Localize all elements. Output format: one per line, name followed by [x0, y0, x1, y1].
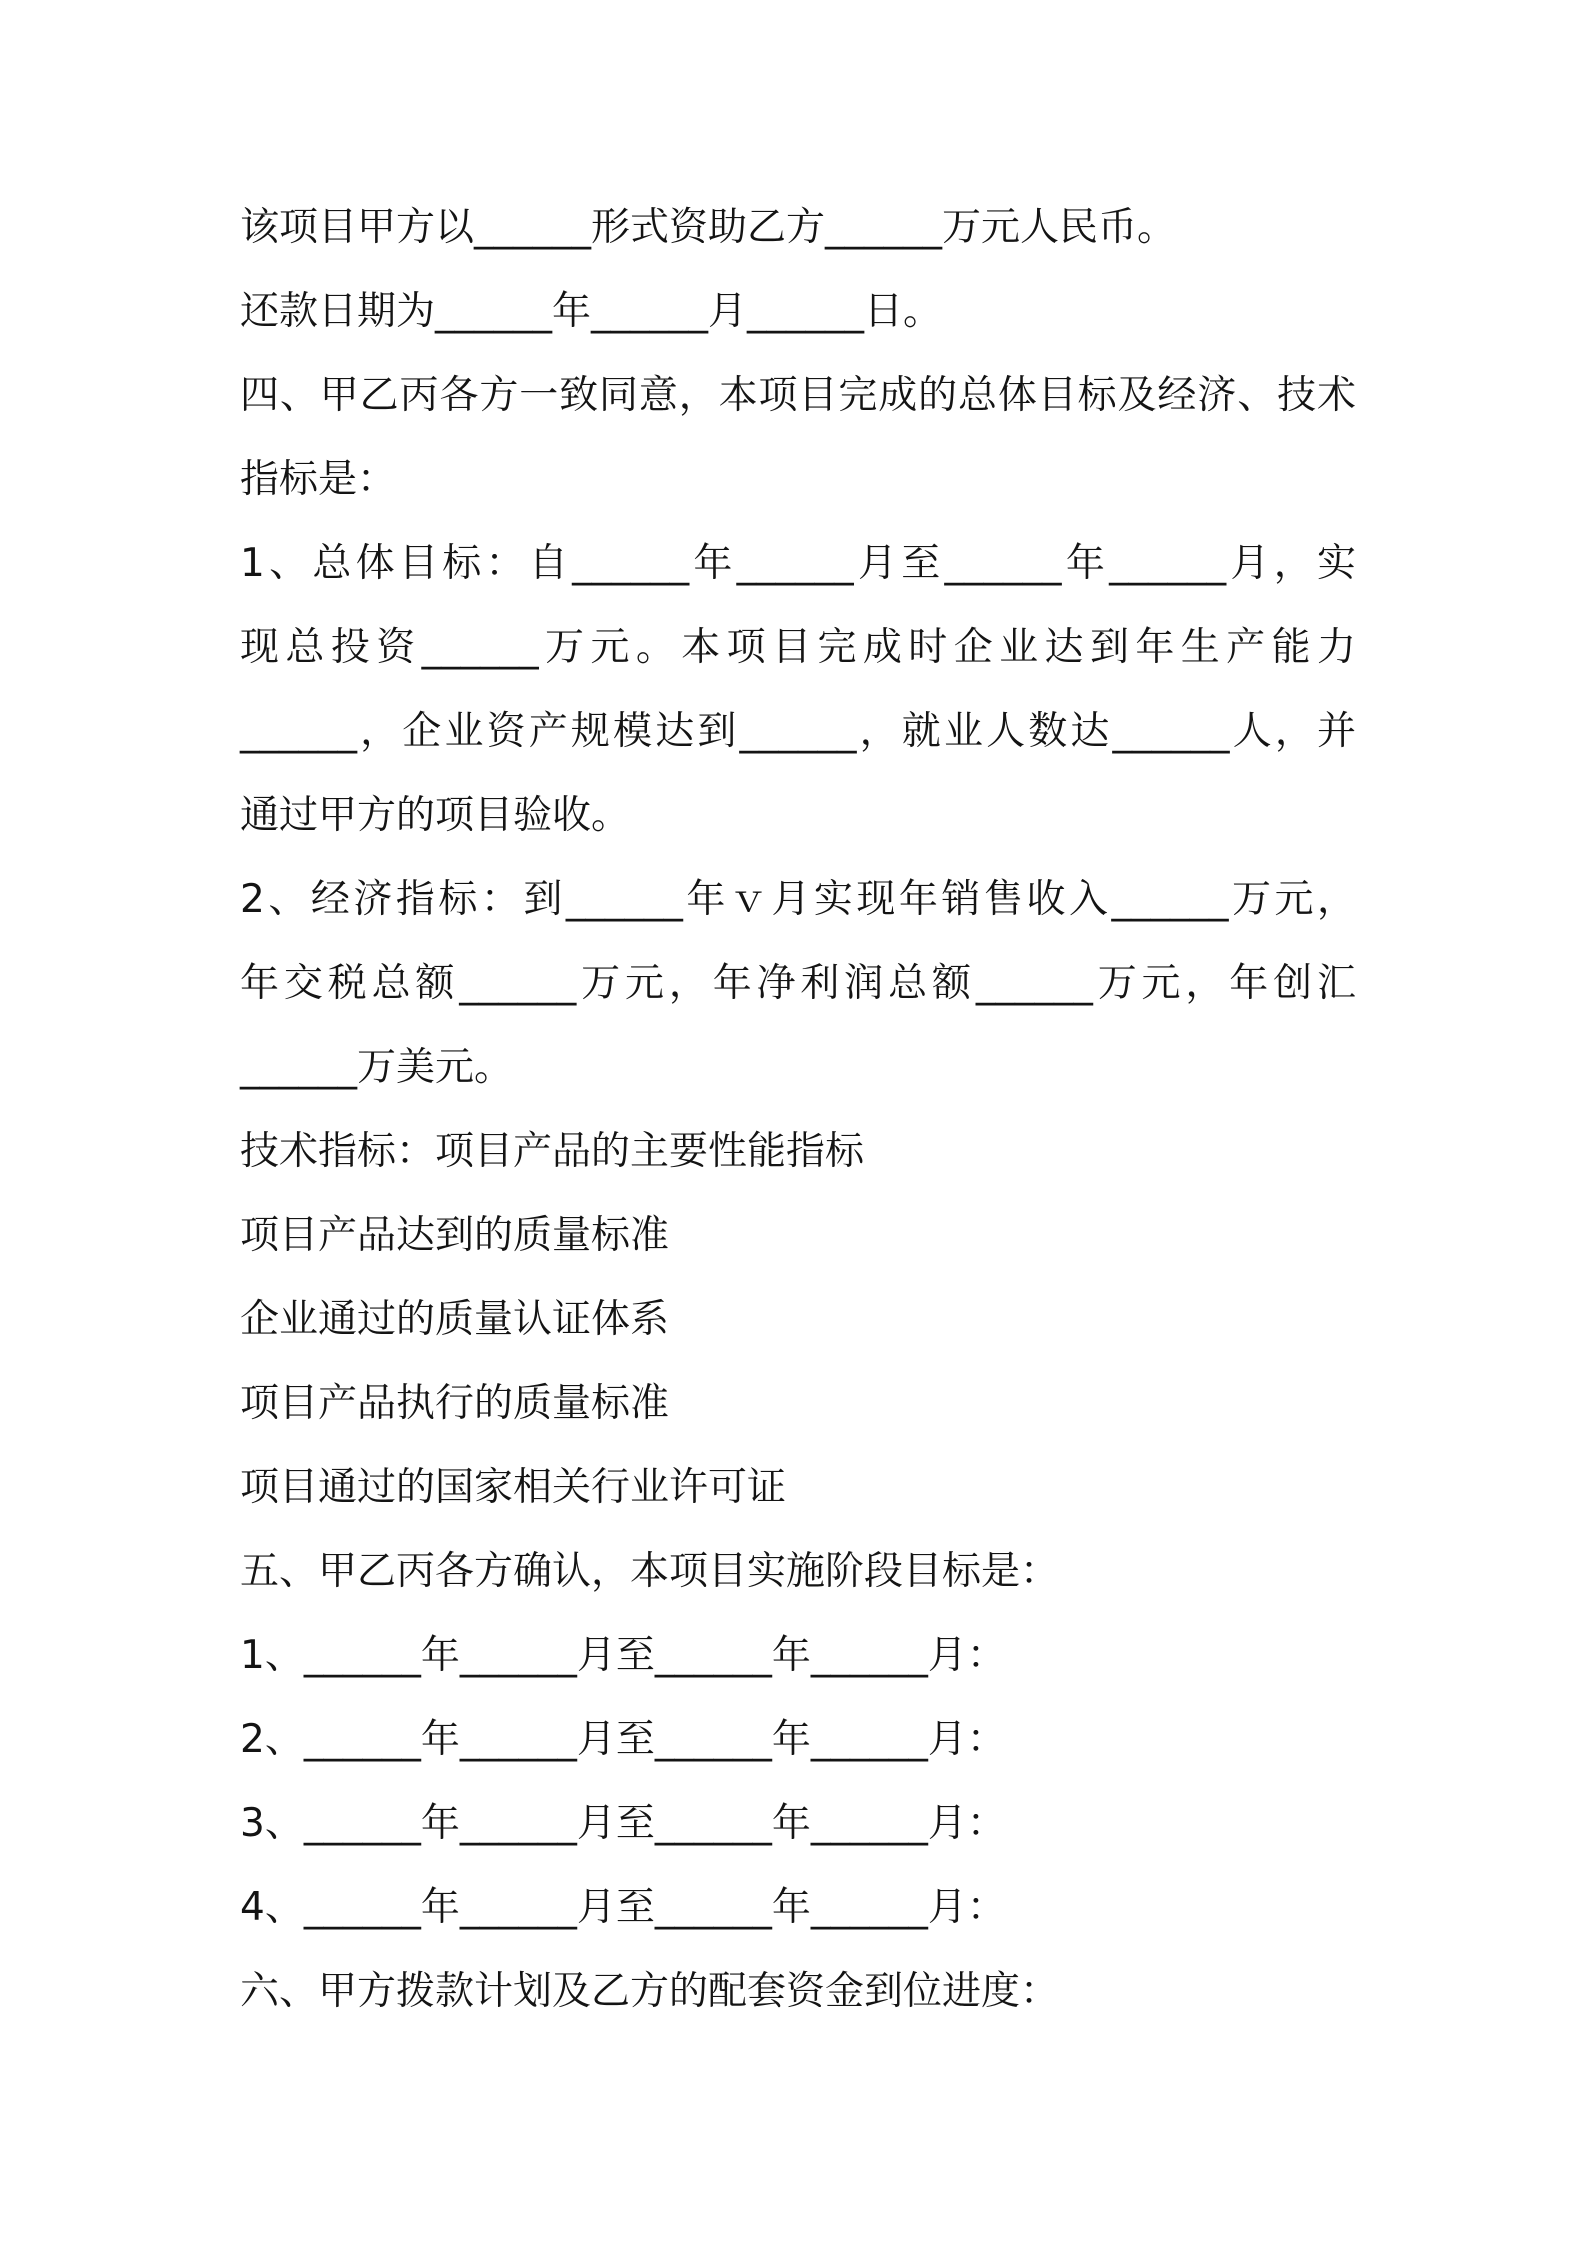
stage-goal-2: 2、______年______月至______年______月： [240, 1717, 1006, 1762]
section-5-heading: 五、甲乙丙各方确认，本项目实施阶段目标是： [240, 1549, 1060, 1594]
economic-indicator-line-3: ______万美元。 [240, 1045, 514, 1090]
technical-indicator-executed-standard: 项目产品执行的质量标准 [240, 1381, 670, 1426]
overall-goal-line-4: 通过甲方的项目验收。 [240, 793, 631, 838]
stage-goal-4: 4、______年______月至______年______月： [240, 1885, 1006, 1930]
overall-goal-line-3: ______，企业资产规模达到______，就业人数达______人，并 [240, 709, 1356, 754]
economic-indicator-line-2: 年交税总额______万元，年净利润总额______万元，年创汇 [240, 961, 1356, 1006]
overall-goal-line-2: 现总投资______万元。本项目完成时企业达到年生产能力 [240, 625, 1356, 670]
technical-indicator-quality-standard: 项目产品达到的质量标准 [240, 1213, 670, 1258]
economic-indicator-line-1: 2、经济指标：到______年ｖ月实现年销售收入______万元， [240, 877, 1356, 922]
section-4-heading-line-1: 四、甲乙丙各方一致同意，本项目完成的总体目标及经济、技术 [240, 373, 1356, 418]
repayment-date-clause: 还款日期为______年______月______日。 [240, 289, 943, 334]
funding-clause: 该项目甲方以______形式资助乙方______万元人民币。 [240, 205, 1177, 250]
technical-indicator-performance: 技术指标：项目产品的主要性能指标 [240, 1129, 865, 1174]
section-4-heading-line-2: 指标是： [240, 457, 397, 502]
stage-goal-3: 3、______年______月至______年______月： [240, 1801, 1006, 1846]
stage-goal-1: 1、______年______月至______年______月： [240, 1633, 1006, 1678]
contract-body [240, 186, 1356, 2034]
section-6-heading: 六、甲方拨款计划及乙方的配套资金到位进度： [240, 1969, 1060, 2014]
overall-goal-line-1: 1、总体目标：自______年______月至______年______月，实 [240, 541, 1356, 586]
technical-indicator-certification: 企业通过的质量认证体系 [240, 1297, 670, 1342]
technical-indicator-license: 项目通过的国家相关行业许可证 [240, 1465, 787, 1510]
